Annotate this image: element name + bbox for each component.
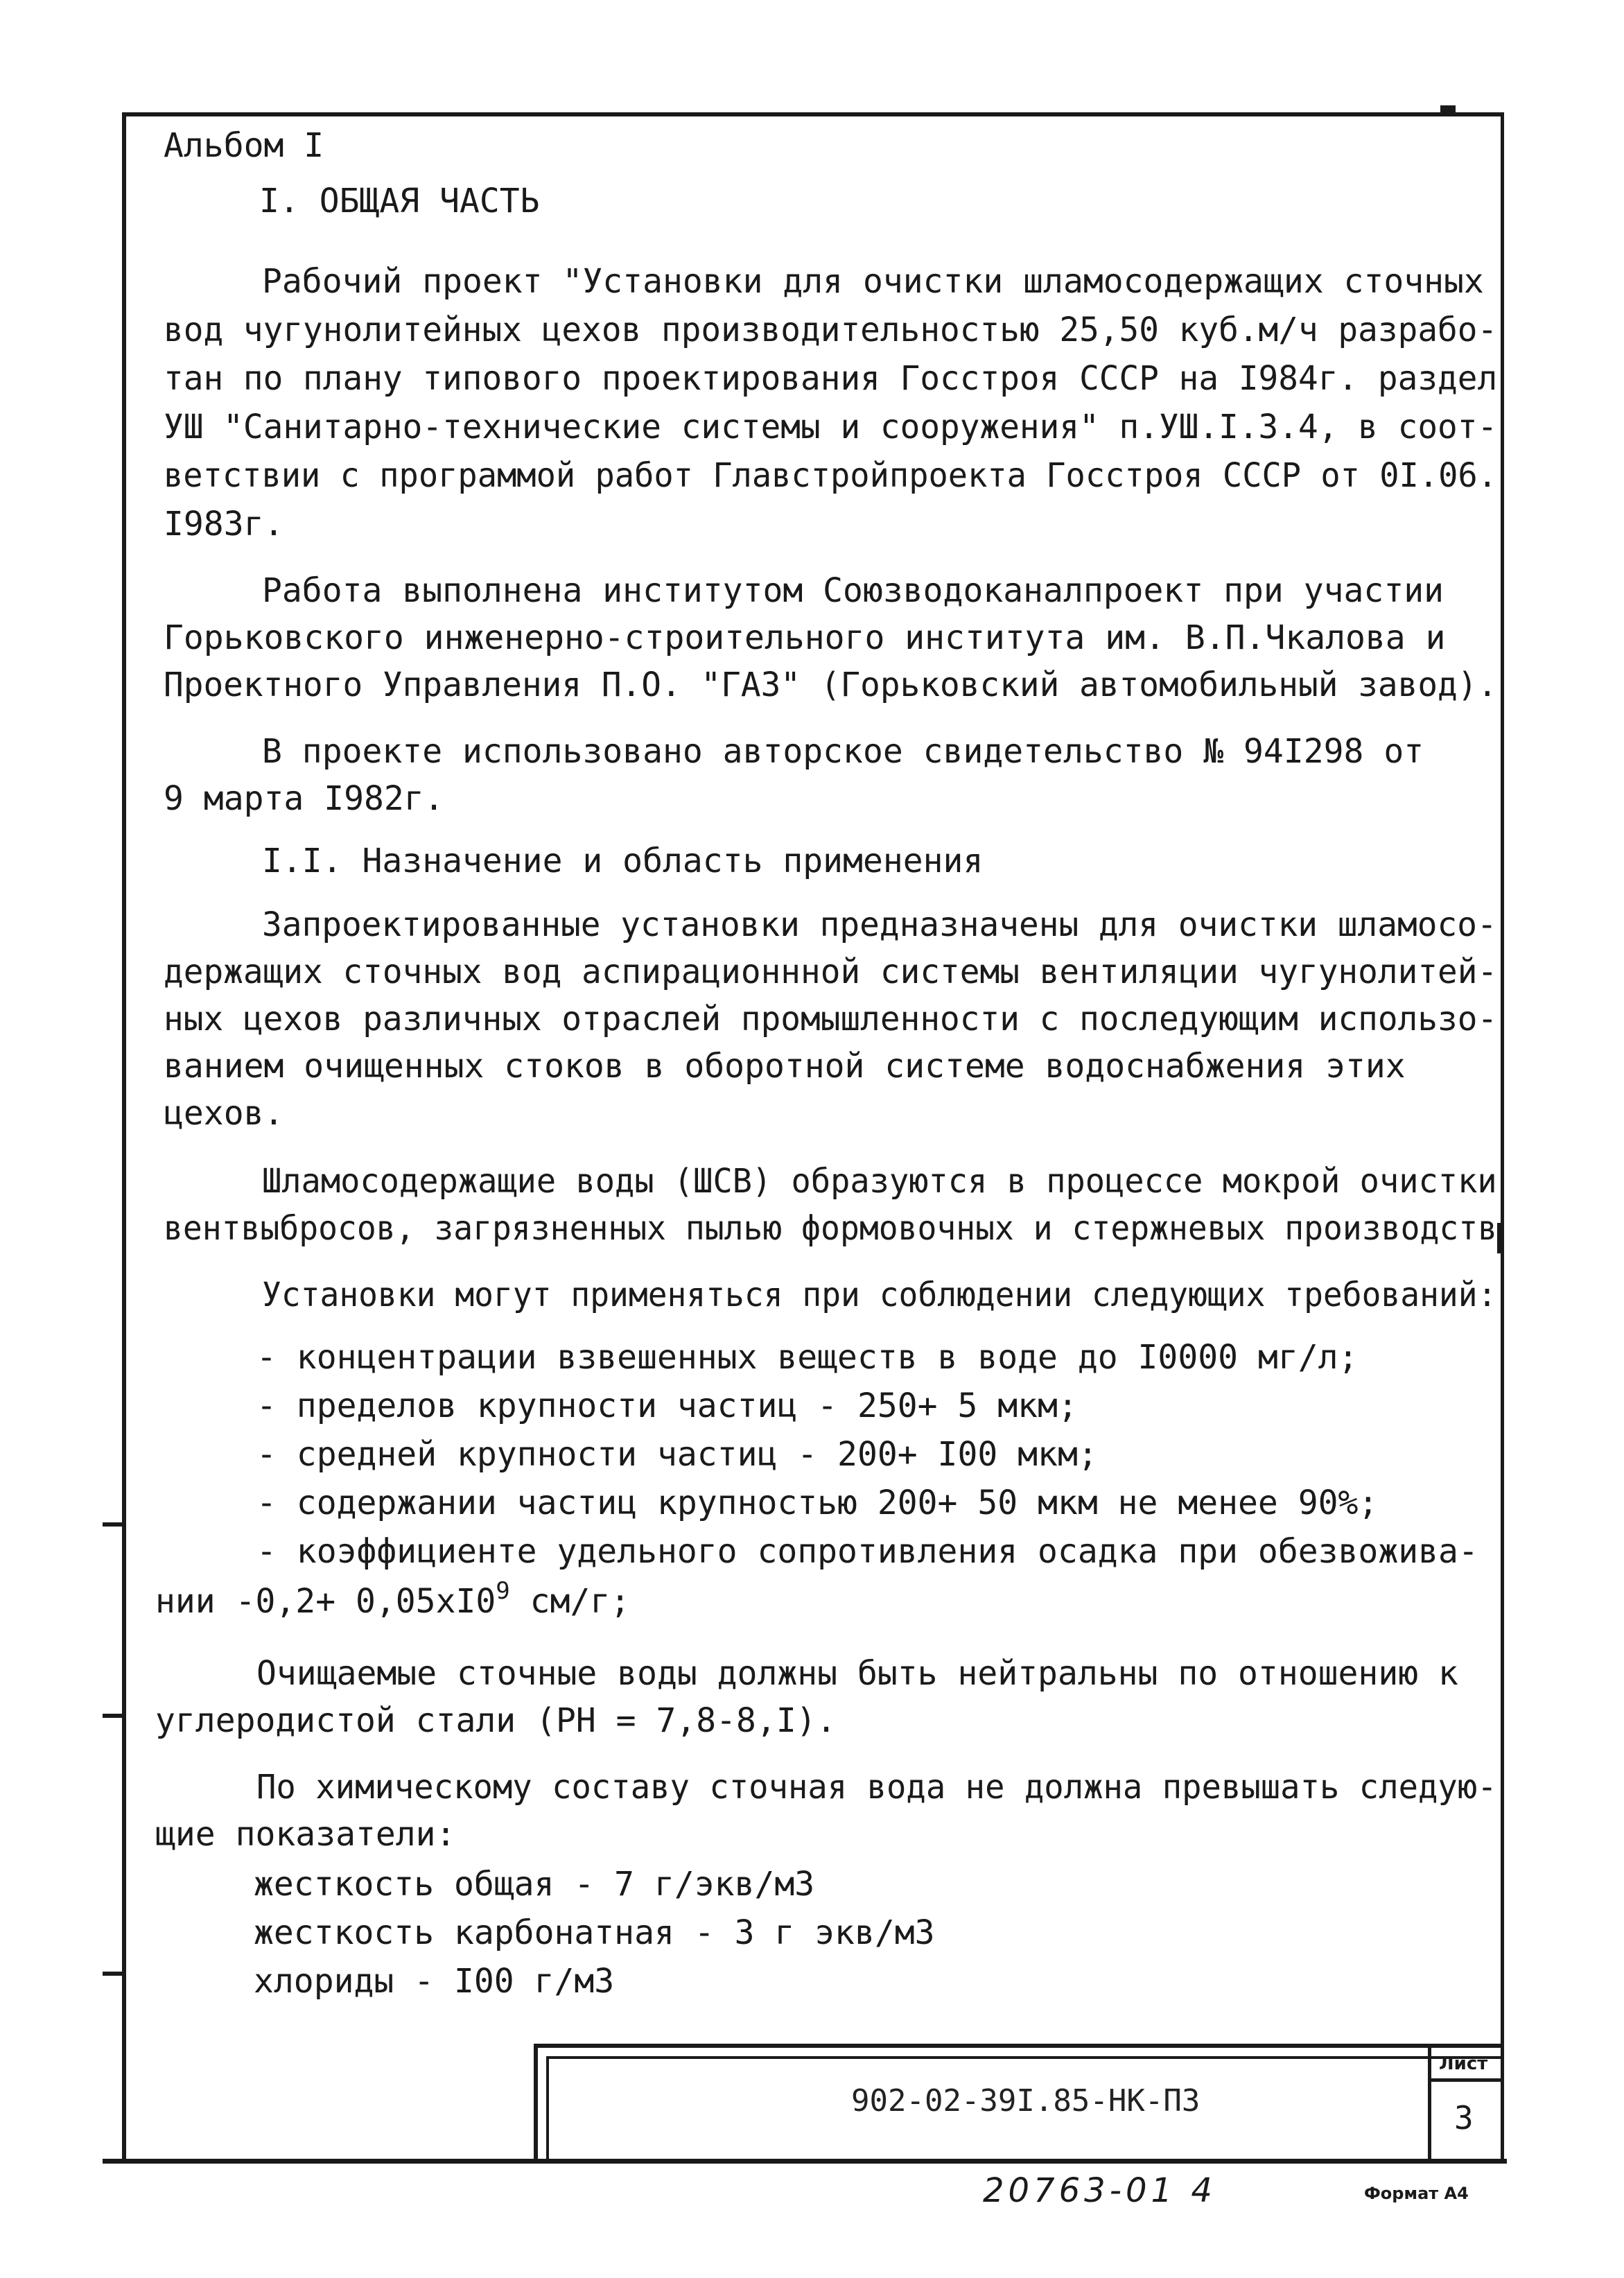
margin-tick (103, 1714, 125, 1718)
paragraph-line: ных цехов различных отраслей промышленности с последующим использо- (164, 1000, 1498, 1038)
right-edge-mark (1497, 1223, 1504, 1253)
requirement-item: - коэффициенте удельного сопротивления осадка при обезвожива- (256, 1532, 1478, 1571)
paragraph-line: Проектного Управления П.О. "ГАЗ" (Горьковский автомобильный завод). (164, 666, 1498, 704)
margin-tick (103, 1522, 125, 1527)
paragraph-line: Очищаемые сточные воды должны быть нейтральны по отношению к (256, 1654, 1458, 1693)
bottom-rule (103, 2159, 1507, 2164)
paragraph-line: По химическому составу сточная вода не должна превышать следую- (256, 1768, 1497, 1807)
paragraph-line: Запроектированные установки предназначены для очистки шламосо- (262, 905, 1497, 944)
requirement-item: - средней крупности частиц - 200+ I00 мкм; (256, 1435, 1098, 1474)
document-code: 902-02-39I.85-НК-ПЗ (851, 2083, 1200, 2119)
subsection-title: I.I. Назначение и область применения (262, 842, 984, 880)
paragraph-line: тан по плану типового проектирования Госстроя СССР на I984г. раздел (164, 359, 1498, 398)
paragraph-line: 9 марта I982г. (164, 779, 444, 818)
paragraph-line: УШ "Санитарно-технические системы и сооружения" п.УШ.I.3.4, в соот- (164, 408, 1498, 446)
indicator-item: жесткость общая - 7 г/экв/м3 (254, 1865, 815, 1904)
margin-tick (103, 1972, 125, 1976)
requirement-item-continued (155, 1577, 631, 1624)
indicator-item: жесткость карбонатная - 3 г экв/м3 (254, 1913, 935, 1952)
requirement-item: - пределов крупности частиц - 250+ 5 мкм; (256, 1386, 1078, 1425)
paragraph-line: Шламосодержащие воды (ШСВ) образуются в процессе мокрой очистки (262, 1162, 1497, 1201)
paragraph-line: цехов. (164, 1094, 284, 1133)
section-title: I. ОБЩАЯ ЧАСТЬ (259, 182, 540, 220)
requirement-item: - концентрации взвешенных веществ в воде до I0000 мг/л; (256, 1338, 1359, 1377)
paragraph-line: вентвыбросов, загрязненных пылью формовочных и стержневых производств (164, 1209, 1498, 1248)
paragraph-line: ванием очищенных стоков в оборотной системе водоснабжения этих (164, 1047, 1406, 1086)
sheet-divider (1428, 2078, 1504, 2082)
frame-notch (1440, 105, 1456, 114)
paragraph-line: Рабочий проект "Установки для очистки шламосодержащих сточных (262, 262, 1484, 301)
paragraph-line: ветствии с программой работ Главстройпроекта Госстроя СССР от 0I.06. (164, 456, 1498, 495)
paragraph-line: Горьковского инженерно-строительного института им. В.П.Чкалова и (164, 618, 1446, 657)
superscript: 9 (496, 1577, 510, 1605)
paragraph-line: вод чугунолитейных цехов производительностью 25,50 куб.м/ч разрабо- (164, 311, 1498, 349)
inventory-number: 20763-01 4 (983, 2171, 1216, 2210)
indicator-item: хлориды - I00 г/м3 (254, 1962, 615, 2001)
paragraph-line: Установки могут применяться при соблюдении следующих требований: (262, 1276, 1497, 1314)
sheet-number: 3 (1454, 2099, 1474, 2137)
paragraph-line: I983г. (164, 505, 284, 544)
paragraph-line: В проекте использовано авторское свидетельство № 94I298 от (262, 732, 1424, 771)
album-label: Альбом I (164, 126, 324, 165)
paragraph-line: Работа выполнена институтом Союзводоканалпроект при участии (262, 571, 1444, 610)
requirement-unit: см/г; (509, 1582, 631, 1621)
paragraph-line: углеродистой стали (РН = 7,8-8,I). (155, 1701, 837, 1740)
requirement-item: - содержании частиц крупностью 200+ 50 мкм не менее 90%; (256, 1484, 1379, 1522)
sheet-label: Лист (1439, 2053, 1488, 2074)
format-label: Формат А4 (1364, 2184, 1469, 2203)
paragraph-line: держащих сточных вод аспирационнной системы вентиляции чугунолитей- (164, 953, 1498, 991)
requirement-text: нии -0,2+ 0,05xI0 (155, 1582, 496, 1621)
paragraph-line: щие показатели: (155, 1815, 456, 1854)
